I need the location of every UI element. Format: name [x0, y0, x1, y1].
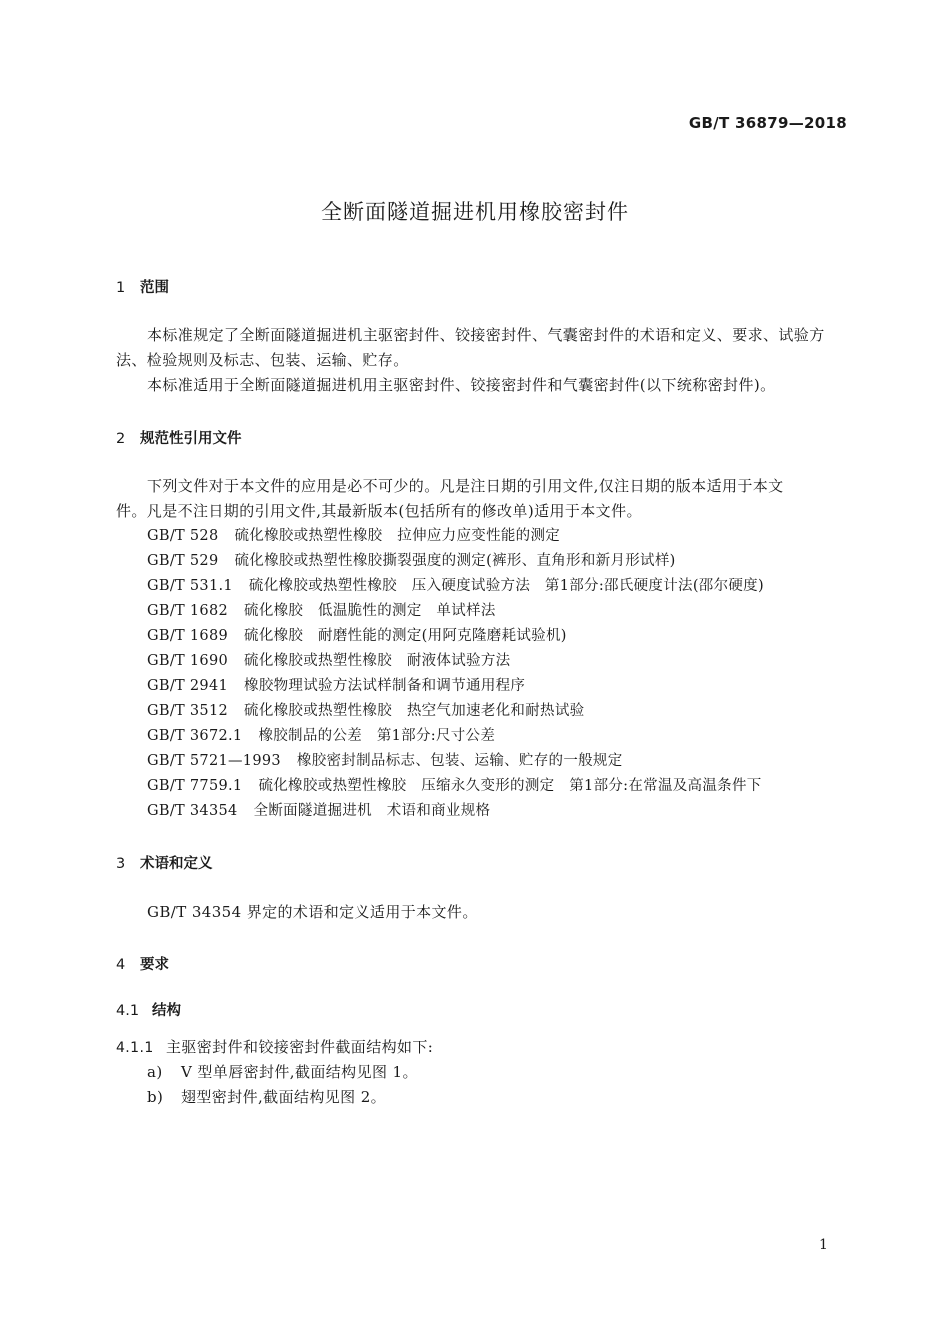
reference-code: GB/T 1682 [147, 603, 229, 619]
section-number: 2 [116, 431, 126, 447]
reference-code: GB/T 528 [147, 528, 219, 544]
reference-item [147, 524, 560, 549]
list-item-label: a) [147, 1063, 163, 1081]
reference-title: 橡胶制品的公差 第1部分:尺寸公差 [258, 728, 496, 744]
section-title: 规范性引用文件 [140, 431, 242, 447]
reference-title: 橡胶物理试验方法试样制备和调节通用程序 [244, 678, 526, 694]
reference-title: 硫化橡胶或热塑性橡胶 压缩永久变形的测定 第1部分:在常温及高温条件下 [258, 778, 762, 794]
reference-title: 硫化橡胶或热塑性橡胶撕裂强度的测定(裤形、直角形和新月形试样) [234, 553, 676, 569]
section-3-heading [116, 852, 213, 873]
section-number: 1 [116, 280, 126, 296]
clause-text: 主驱密封件和铰接密封件截面结构如下: [166, 1038, 434, 1056]
section-number: 3 [116, 856, 126, 872]
reference-code: GB/T 3672.1 [147, 728, 243, 744]
subsection-number: 4.1 [116, 1003, 140, 1019]
clause-number: 4.1.1 [116, 1040, 154, 1056]
page-number: 1 [819, 1237, 828, 1253]
clause [116, 1035, 433, 1061]
section-1-heading [116, 276, 169, 297]
list-item [147, 1085, 386, 1110]
reference-item [147, 574, 764, 599]
reference-item [147, 649, 510, 674]
section-title: 要求 [140, 957, 169, 973]
reference-item [147, 799, 490, 824]
page-title: 全断面隧道掘进机用橡胶密封件 [321, 200, 629, 224]
subsection-title: 结构 [152, 1003, 181, 1019]
reference-item [147, 549, 676, 574]
reference-item [147, 674, 525, 699]
paragraph: GB/T 34354 界定的术语和定义适用于本文件。 [147, 903, 478, 921]
list-item [147, 1060, 418, 1085]
reference-item [147, 599, 496, 624]
reference-code: GB/T 529 [147, 553, 219, 569]
paragraph-line: 法、检验规则及标志、包装、运输、贮存。 [116, 351, 409, 369]
paragraph-line: 下列文件对于本文件的应用是必不可少的。凡是注日期的引用文件,仅注日期的版本适用于本文 [147, 477, 784, 495]
reference-title: 硫化橡胶或热塑性橡胶 拉伸应力应变性能的测定 [234, 528, 561, 544]
reference-title: 全断面隧道掘进机 术语和商业规格 [253, 803, 491, 819]
subsection-heading [116, 999, 181, 1020]
reference-code: GB/T 7759.1 [147, 778, 243, 794]
list-item-text: V 型单唇密封件,截面结构见图 1。 [181, 1063, 418, 1081]
section-title: 范围 [140, 280, 169, 296]
reference-code: GB/T 3512 [147, 703, 229, 719]
reference-code: GB/T 5721—1993 [147, 753, 281, 769]
paragraph-line: 本标准规定了全断面隧道掘进机主驱密封件、铰接密封件、气囊密封件的术语和定义、要求、试验方 [147, 326, 825, 344]
reference-code: GB/T 34354 [147, 803, 238, 819]
reference-title: 硫化橡胶 低温脆性的测定 单试样法 [244, 603, 496, 619]
section-title: 术语和定义 [140, 856, 213, 872]
reference-title: 硫化橡胶或热塑性橡胶 热空气加速老化和耐热试验 [244, 703, 585, 719]
reference-item [147, 774, 762, 799]
reference-code: GB/T 1689 [147, 628, 229, 644]
reference-title: 硫化橡胶或热塑性橡胶 耐液体试验方法 [244, 653, 511, 669]
reference-title: 橡胶密封制品标志、包装、运输、贮存的一般规定 [296, 753, 623, 769]
standard-number: GB/T 36879—2018 [688, 114, 847, 132]
reference-code: GB/T 2941 [147, 678, 229, 694]
paragraph-line: 件。凡是不注日期的引用文件,其最新版本(包括所有的修改单)适用于本文件。 [116, 502, 642, 520]
reference-title: 硫化橡胶或热塑性橡胶 压入硬度试验方法 第1部分:邵氏硬度计法(邵尔硬度) [248, 578, 764, 594]
reference-code: GB/T 1690 [147, 653, 229, 669]
reference-item [147, 749, 623, 774]
reference-item [147, 624, 567, 649]
list-item-label: b) [147, 1088, 164, 1106]
reference-code: GB/T 531.1 [147, 578, 233, 594]
section-number: 4 [116, 957, 126, 973]
reference-item [147, 724, 495, 749]
reference-item [147, 699, 584, 724]
list-item-text: 翅型密封件,截面结构见图 2。 [181, 1088, 387, 1106]
section-4-heading [116, 953, 169, 974]
paragraph: 本标准适用于全断面隧道掘进机用主驱密封件、铰接密封件和气囊密封件(以下统称密封件)。 [147, 376, 776, 394]
reference-title: 硫化橡胶 耐磨性能的测定(用阿克隆磨耗试验机) [244, 628, 567, 644]
section-2-heading [116, 427, 242, 448]
